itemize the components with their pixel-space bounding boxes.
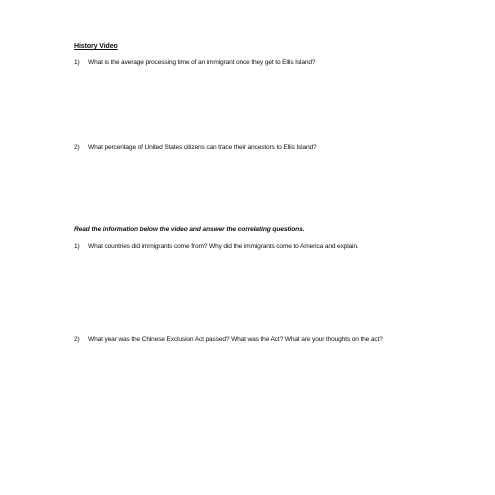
question-number: 1) [74,59,80,66]
question-text: What year was the Chinese Exclusion Act passed? What was the Act? What are your thoughts on the act? [88,336,383,343]
question-3 [74,242,454,252]
question-1 [74,58,454,68]
section-instruction: Read the information below the video and answer the correlating questions. [74,226,305,233]
question-text: What is the average processing time of an immigrant once they get to Ellis Island? [88,59,316,66]
question-text: What percentage of United States citizens can trace their ancestors to Ellis Island? [88,144,317,151]
question-2 [74,143,454,153]
worksheet-heading: History Video [74,43,118,50]
question-text: What countries did immigrants come from? Why did the immigrants come to America and explain. [88,243,359,250]
question-number: 1) [74,243,80,250]
question-number: 2) [74,336,80,343]
question-4 [74,335,454,345]
question-number: 2) [74,144,80,151]
